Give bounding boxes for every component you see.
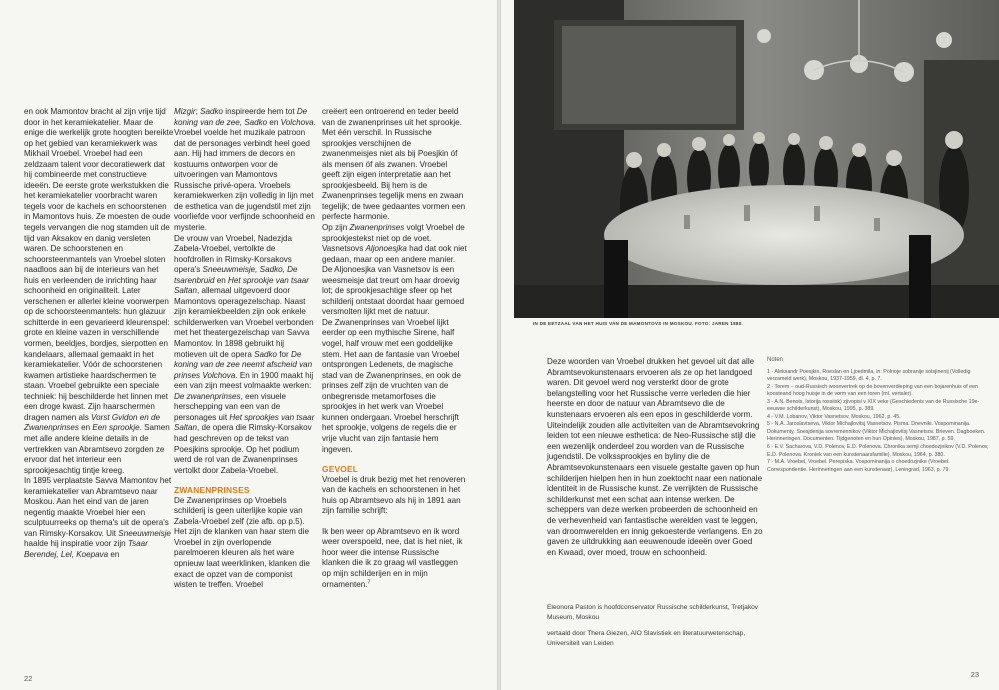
text-run: en [214, 275, 229, 285]
right-page [501, 0, 999, 690]
text-run: en [267, 117, 281, 127]
text-run: inspireerde hem tot [223, 107, 297, 116]
text-run: . Samen met alle andere kleine details in de vertrekken van Abramtsevo zorgden ze ervoor dat het interieur een sprookjesachtig tintje kreeg. [24, 423, 170, 475]
footnote: 7 - M.A. Vroebel, Vroebel. Perepiska. Vospominanija o choedozjnike (Vroebel. Correspondentie. Herinneringen aan een kunstenaar), Leningrad, 1963, p. 79. [767, 459, 950, 473]
title-italic: De koning van de zee neemt afscheid van prinses Volchova [174, 349, 313, 380]
text-column-3 [322, 107, 467, 590]
text-run: , de opera die Rimsky-Korsakov had geschreven op de tekst van Poesjkins sprookje. Op het podium werd de rol van de Zwanenprinses vertolkt door Zabela-Vroebel. [174, 423, 312, 475]
title-italic: Sneeuwmeisje, Sadko, De tsarenbruid [174, 265, 298, 285]
paragraph: creëert een ontroerend en teder beeld van de zwanenprinses uit het sprookje. Met één verschil. In Russische sprookjes verschijnen de zwanenmeisjes niet als bij Poesjkin óf als mensen óf als zwanen. Vroebel geeft zijn eigen interpretatie aan het sprookjesbeeld. Bij hem is de Zwanenprinses tegelijk mens en zwaan tegelijk; de twee gedaantes vormen een perfecte harmonie. [322, 107, 466, 222]
text-run: had dat ook niet gedaan, maar op een andere manier. De Aljonoesjka van Vasnetsov is een weesmeisje dat treurt om haar droevig lot; de sprookjesachtige sfeer op het schilderij ontstaat doordat haar gemoed versmolten lijkt met de natuur. [322, 244, 467, 317]
text-run: haalde hij inspiratie voor zijn [24, 539, 126, 549]
text-column-2 [174, 107, 316, 591]
page-number-left: 22 [24, 674, 33, 683]
text-run: for [277, 349, 291, 359]
title-italic: Aljonoesjka [365, 244, 407, 254]
title-italic: Volchova [280, 117, 314, 127]
footnote: 2 - Terem – oud-Russisch woonvertrek op de bovenverdieping van een bojarenhuis of een koosteand hoog huisje in de vorm van een toren (ml. vertaler). [767, 383, 979, 398]
text-run: . Vroebel voelde het muzikale patroon dat de personages verbindt heel goed aan. Hij had immers de decors en kostuums ontworpen voor de uitvoeringen van Mamontovs Russische privé-opera. Vroebels keramiekwerken zijn volledig in lijn met de esthetica van de jugendstil met zijn voorliefde voor verfijnde schoonheid en mysterie. [174, 117, 316, 233]
title-italic: De koning van de zee, Sadko [174, 107, 308, 127]
text-run: . En in 1900 maakt hij een van zijn meest volmaakte werken: [174, 370, 314, 391]
paragraph: Deze woorden van Vroebel drukken het gevoel uit dat alle Abramtsevokunstenaars ervoeren als ze op het landgoed waren. Dit gevoel werd nog versterkt door de grote belangstelling voor het Russische verre verleden die hier heerste en door de natuur van Abramtsevo die de kunstenaars ervoeren als een epos in geschilderde vorm. [547, 357, 755, 419]
footnotes [767, 357, 989, 474]
text-run: en [81, 423, 91, 433]
text-run: en [110, 549, 120, 559]
text-run: volgt Vroebel de sprookjestekst niet op de voet. Vasnetsovs [322, 223, 465, 254]
footnote-ref: 7 [367, 578, 371, 585]
footnote: 6 - E.V. Sacharova, V.D. Polenov, E.D. Polenova. Chronika semji choedozjnikov (V.D. Polenov, E.D. Polenova. Kroniek van een kunstenaarsfamilie), Moskou, 1964, p. 380. [767, 444, 989, 458]
text-run: Op zijn [322, 223, 350, 233]
notes-title: Noten [767, 357, 784, 363]
title-italic: Zwanenprinses [349, 223, 405, 233]
page-number-right: 23 [970, 670, 979, 679]
author-credits [547, 603, 763, 648]
section-heading-zwanenprinses: ZWANENPRINSES [174, 485, 250, 496]
text-run: ; [195, 107, 201, 116]
title-italic: De zwanenprinses [174, 391, 241, 401]
paragraph: De Zwanenprinses van Vroebel lijkt eerder op een mythische Sirene, half vogel, half vrouw met een goddelijke stem. Het aan de fantasie van Vroebel ontsprongen Ledenets, de magische stad van de Zwanenprinses, en ook de prinses zelf zijn de vruchten van de onbegrensde metamorfoses die sprookjes in het werk van Vroebel kunnen ondergaan. Vroebel herschrijft het sprookje, volgens de regels die er vrije vlucht van zijn fantasie hem ingeven. [322, 317, 462, 454]
footnote: 5 - N.A. Jaroslavtseva, Viktor Michajlovitsj Vasnetsov. Pisma. Dnevniki. Vospominanija. Dokumenty. Soesjdenija sovremennikov (Viktor Michajlovitsj Vasnetsov. Brieven. Dagboeken. Herinneringen. Documenten. Tijdgenoten en hun Opinies), Moskou, 1987, p. 59. [767, 421, 986, 443]
title-italic: Tsaar Berendej, Lel, Koepava [24, 539, 148, 559]
title-italic: Het sprookjes van tsaar Saltan [174, 412, 315, 433]
right-body-text [547, 357, 763, 558]
text-column-1 [24, 107, 174, 561]
paragraph: De Zwanenprinses op Vroebels schilderij is geen uiterlijke kopie van Zabela-Vroebel zelf (zie afb. op p.5). Het zijn de klanken van haar stem die Vroebel in zijn overlopende parelmoeren kleuren als het ware opnieuw laat weerklinken, klanken die exact de opzet van de componist wisten te treffen. Vroebel [174, 495, 310, 590]
photo-caption: IN DE EETZAAL VAN HET HUIS VAN DE MAMONTOVS IN MOSKOU. FOTO: JAREN 1880. [533, 321, 744, 326]
text-run: , allemaal uitgevoerd door Mamontovs operagezelschap. Naast zijn keramiekbeelden zijn ook enkele schilderwerken van Vroebel verbonden met het theatergezelschap van Savva Mamontov. In 1898 gebruikt hij motieven uit de opera [174, 286, 314, 359]
title-italic: Vorst Gvidon en de Zwanenprinses [24, 412, 161, 433]
paragraph: In 1895 verplaatste Savva Mamontov het keramiekatelier van Abramtsevo naar Moskou. Aan het eind van de jaren negentig maakte Vroebel hier een sculptuurreeks op thema's uit de opera's van Rimsky-Korsakov. Uit [24, 476, 172, 538]
footnote: 3 - A.N. Benois, Istorija rossiisk) zjivopisi v XIX veke (Geschiedenis van de Russische 19e-eeuwse schilderkunst), Moskou, 1995, p. 389. [767, 398, 980, 413]
text-run: , een visuele herschepping van een van de personages uit [174, 391, 287, 422]
footnote: 1 - Aleksandr Poesjkin, Roeslan en Ljoedmila, in: Polnoje sobranije sotsjinenij (Volledig verzameld werk), Moskou, 1937-1959, dl. 4, p. 7. [767, 368, 971, 383]
left-page [0, 0, 497, 690]
section-heading-gevoel: GEVOEL [322, 464, 359, 475]
quote: Ik ben weer op Abramtsevo en ik word weer overspoeld, nee, dat is het niet, ik hoor weer die intense Russische klanken die ik zo graag wil vastleggen op mijn schilderijen en in mijn ornamenten. [322, 526, 463, 589]
paragraph: Vroebel is druk bezig met het renoveren van de kachels en schoorstenen in het huis op Abramtsevo als hij in 1891 aan zijn familie schrijft: [322, 474, 466, 516]
title-italic: Sneeuwmeisje [118, 528, 171, 538]
title-italic: Sadko [200, 107, 224, 116]
title-italic: Een sprookje [92, 423, 140, 433]
paragraph: en ook Mamontov bracht al zijn vrije tijd door in het keramiekatelier. Maar de enige die werkelijk grote hoogten bereikte op het gebied van keramiekwerk was Mikhail Vroebel. Vroebel had een zeldzaam talent voor decoratiewerk dat hij combineerde met constructieve ideeën. De eerste grote werkstukken die het keramiekatelier voorbracht waren tegels voor de kachels en schoorstenen in Mamontovs huis. Ze moesten de oude tegels vervangen die nog stamden uit de tijd van Aksakov en danig versleten waren. De schoorstenen en schoorsteenmantels van Vroebel sloten naadloos aan bij de interieurs van het huis en verleenden de inrichting haar schoonheid en originaliteit. Later verschenen er allerlei kleine voorwerpen op de schoorsteenmantels: hun glazuur schitterde in een gevarieerd kleurenspel: grote en kleine vazen in verschillende vormen, beeldjes, bordjes, sierpotten en kandelaars, allemaal gemaakt in het keramiekatelier. Vóór de schoorstenen kwamen artistieke haardschermen te staan. Vroebel gebruikte een speciale techniek: hij beschilderde het linnen met een droge kwast. Zijn haarschermen dragen namen als [24, 107, 174, 422]
author-credit: Eleonora Paston is hoofdconservator Russische schilderkunst, Tretjakov Museum, Moskou [547, 604, 759, 621]
dining-room-photo [514, 0, 999, 318]
paragraph: Uiteindelijk zouden alle activiteiten van de Abramtsevokring leiden tot een nieuwe esthetica: de Neo-Russische stijl die een wezenlijk onderdeel zou worden van de Russische jugendstil. De volkssprookjes en byliny die de Abramtsevokunstenaars een visuele gestalte gaven op hun schilderijen hielpen hen in hun zoektocht naar een nationale identiteit in de Russische kunst. Ze verrijkten de Russische schilderkunst met een schat aan intense werken. De scheppers van deze werken probeerden de schoonheid en de verhevenheid van fantastische werelden vast te leggen, van droomwerelden en innig gekoesterde verlangens. En zo gaven ze uitdrukking aan eeuwenoude ideeën over Goed en Kwaad, over moed, trouw en schoonheid. [547, 420, 763, 557]
footnote: 4 - V.M. Lobanov, Viktor Vasnetsov, Moskou, 1962, p. 45. [767, 413, 901, 420]
translator-credit: vertaald door Thera Giezen, AIO Slavistiek en literatuurwetenschap, Universiteit van Leiden [547, 630, 746, 647]
text-run: De vrouw van Vroebel, Nadezjda Zabela-Vroebel, vertolkte de hoofdrollen in Rimsky-Korsakovs opera's [174, 233, 293, 275]
title-italic: Het sprookje van tsaar Saltan [174, 275, 309, 296]
title-italic: Mizgir [174, 107, 196, 116]
title-italic: Sadko [254, 349, 278, 359]
